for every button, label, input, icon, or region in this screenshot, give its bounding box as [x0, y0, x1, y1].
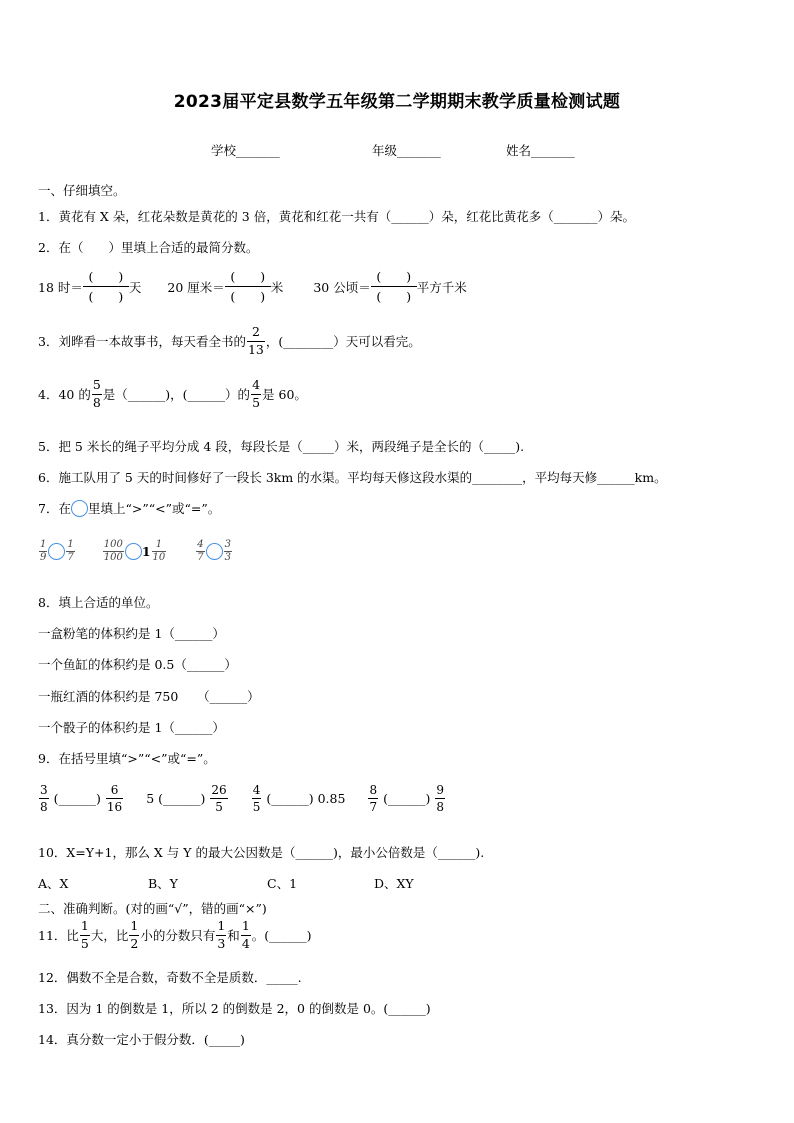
whole-number: 1: [141, 544, 151, 559]
question-11: [38, 920, 312, 950]
question-13: 13．因为 1 的倒数是 1，所以 2 的倒数是 2，0 的倒数是 0。(______): [38, 1001, 431, 1016]
question-5: 5．把 5 米长的绳子平均分成 4 段，每段长是（_____）米，两段绳子是全长的（_____).: [38, 439, 525, 454]
q9-blank-b[interactable]: (______): [158, 791, 206, 806]
fraction: [247, 326, 265, 356]
fraction: [39, 784, 49, 813]
q11-text: 11．比: [38, 928, 79, 943]
fraction: [80, 920, 90, 950]
q2-item-b-prefix: 20 厘米＝: [167, 279, 225, 295]
fraction: [435, 784, 445, 813]
q2-item-a-suffix: 天: [128, 279, 142, 295]
denominator: 16: [106, 800, 123, 814]
fraction: [210, 784, 227, 813]
answer-circle-icon: [71, 500, 88, 517]
numerator: 1: [241, 918, 250, 933]
fraction-bar: [210, 798, 227, 799]
question-9-items: [38, 784, 446, 813]
q2-item-b-suffix: 米: [270, 279, 284, 295]
numerator: 4: [252, 377, 261, 392]
q11-text: 和: [227, 928, 240, 943]
compare-circle-c[interactable]: [206, 543, 223, 560]
q4-text: 4．40 的: [38, 387, 91, 402]
q7-text-end: 里填上“>”“<”或“=”。: [87, 501, 221, 516]
numerator: 4: [252, 783, 261, 797]
denominator: 7: [369, 800, 378, 814]
numerator: 1: [40, 539, 47, 550]
grade-field[interactable]: 年级_______: [372, 143, 441, 158]
denominator-blank: ( ): [376, 289, 412, 305]
denominator-blank: ( ): [88, 289, 124, 305]
denominator: 5: [252, 800, 261, 814]
fraction: [152, 540, 167, 563]
numerator: 8: [369, 783, 378, 797]
denominator: 3: [224, 552, 232, 563]
question-2: 2．在（ ）里填上合适的最简分数。: [38, 240, 259, 255]
q2-item-a-prefix: 18 时＝: [38, 279, 83, 295]
denominator: 10: [152, 552, 166, 563]
q7-text: 7．在: [38, 501, 71, 516]
q4-answer-blanks[interactable]: 是（______)，(______）的: [102, 387, 251, 402]
question-2-items: [38, 270, 467, 303]
page-title: 2023届平定县数学五年级第二学期期末教学质量检测试题: [173, 92, 621, 112]
fraction: [66, 540, 74, 563]
numerator: 6: [110, 783, 119, 797]
numerator: 5: [92, 377, 101, 392]
q8-line-1[interactable]: 一盒粉笔的体积约是 1（______）: [38, 626, 225, 641]
q2-item-c-blank[interactable]: [371, 270, 417, 303]
q3-answer-blank[interactable]: ，(________）天可以看完。: [265, 334, 421, 349]
q2-item-c-prefix: 30 公顷＝: [313, 279, 371, 295]
denominator: 8: [40, 800, 48, 814]
q10-option-d[interactable]: D、XY: [374, 876, 414, 891]
question-3: [38, 326, 421, 356]
fraction: [39, 540, 47, 563]
q3-text: 3．刘晔看一本故事书，每天看全书的: [38, 334, 246, 349]
fraction: [92, 379, 102, 409]
numerator: 100: [103, 539, 123, 550]
whole-number: 5: [146, 791, 155, 806]
question-12: 12．偶数不全是合数，奇数不全是质数．_____.: [38, 970, 302, 985]
denominator: 3: [217, 935, 226, 951]
q8-line-4[interactable]: 一个骰子的体积约是 1（______）: [38, 720, 225, 735]
name-field[interactable]: 姓名_______: [506, 143, 575, 158]
q8-line-2[interactable]: 一个鱼缸的体积约是 0.5（______）: [38, 657, 237, 672]
question-6: 6．施工队用了 5 天的时间修好了一段长 3km 的水渠。平均每天修这段水渠的________，平均每天修______km。: [38, 470, 667, 485]
fraction-bar: [368, 798, 378, 799]
fraction: [368, 784, 378, 813]
numerator: 9: [436, 783, 444, 797]
numerator: 1: [80, 918, 89, 933]
numerator: 4: [197, 539, 204, 550]
denominator: 100: [103, 552, 123, 563]
q11-answer-blank[interactable]: 。(______): [251, 928, 312, 943]
question-9: 9．在括号里填“>”“<”或“=”。: [38, 751, 216, 766]
question-1: 1．黄花有 X 朵，红花朵数是黄花的 3 倍，黄花和红花一共有（______）朵，红花比黄花多（_______）朵。: [38, 209, 635, 224]
question-4: [38, 379, 307, 409]
denominator: 2: [130, 935, 139, 951]
compare-circle-b[interactable]: [125, 543, 142, 560]
denominator: 5: [80, 935, 89, 951]
section-2-heading: 二、准确判断。(对的画“√”，错的画“×”): [38, 901, 267, 916]
fraction-bar: [252, 798, 262, 799]
q9-blank-c[interactable]: (______): [266, 791, 314, 806]
fraction: [251, 379, 261, 409]
q8-line-3[interactable]: 一瓶红酒的体积约是 750 （______）: [38, 689, 260, 704]
q10-option-c[interactable]: C、1: [267, 876, 298, 891]
question-7: [38, 499, 220, 517]
compare-circle-a[interactable]: [48, 543, 65, 560]
q2-item-a-blank[interactable]: [83, 270, 129, 303]
numerator: 2: [251, 324, 260, 339]
q2-item-c-suffix: 平方千米: [416, 279, 467, 295]
decimal-number: 0.85: [317, 791, 346, 806]
numerator: 26: [211, 783, 227, 797]
denominator: 8: [92, 394, 101, 410]
fraction: [103, 540, 124, 563]
denominator: 7: [67, 552, 74, 563]
numerator: 3: [224, 539, 232, 550]
fraction: [196, 540, 204, 563]
fraction-bar: [106, 798, 123, 799]
denominator: 13: [247, 341, 264, 357]
q11-text: 小的分数只有: [140, 928, 216, 943]
numerator: 1: [130, 918, 139, 933]
question-14: 14．真分数一定小于假分数．(_____): [38, 1032, 245, 1047]
denominator: 8: [436, 800, 444, 814]
question-10: 10．X=Y+1，那么 X 与 Y 的最大公因数是（______)，最小公倍数是（______).: [38, 845, 485, 860]
numerator-blank: ( ): [88, 269, 124, 284]
fraction-bar: [83, 286, 129, 287]
denominator: 5: [252, 394, 261, 410]
fraction-bar: [39, 798, 49, 799]
numerator-blank: ( ): [230, 269, 266, 284]
question-7-items: [38, 540, 233, 563]
fraction: [241, 920, 251, 950]
denominator-blank: ( ): [230, 289, 266, 305]
fraction-bar: [435, 798, 445, 799]
section-1-heading: 一、仔细填空。: [38, 183, 126, 198]
denominator: 4: [241, 935, 250, 951]
numerator-blank: ( ): [376, 269, 412, 284]
numerator: 3: [40, 783, 48, 797]
numerator: 1: [155, 539, 163, 550]
fraction-bar: [225, 286, 271, 287]
q10-option-a[interactable]: A、X: [38, 876, 69, 891]
q4-text-end: 是 60。: [262, 387, 307, 402]
school-field[interactable]: 学校_______: [211, 143, 280, 158]
denominator: 7: [197, 552, 204, 563]
numerator: 1: [217, 918, 226, 933]
numerator: 1: [67, 539, 74, 550]
q2-item-b-blank[interactable]: [225, 270, 271, 303]
fraction: [224, 540, 232, 563]
fraction: [129, 920, 139, 950]
fraction: [252, 784, 262, 813]
q11-text: 大，比: [90, 928, 129, 943]
q9-blank-a[interactable]: (______): [53, 791, 101, 806]
denominator: 9: [40, 552, 47, 563]
denominator: 5: [215, 800, 223, 814]
fraction-bar: [371, 286, 417, 287]
fraction: [216, 920, 226, 950]
question-8: 8．填上合适的单位。: [38, 595, 159, 610]
fraction: [106, 784, 123, 813]
q10-option-b[interactable]: B、Y: [148, 876, 178, 891]
q9-blank-d[interactable]: (______): [383, 791, 431, 806]
